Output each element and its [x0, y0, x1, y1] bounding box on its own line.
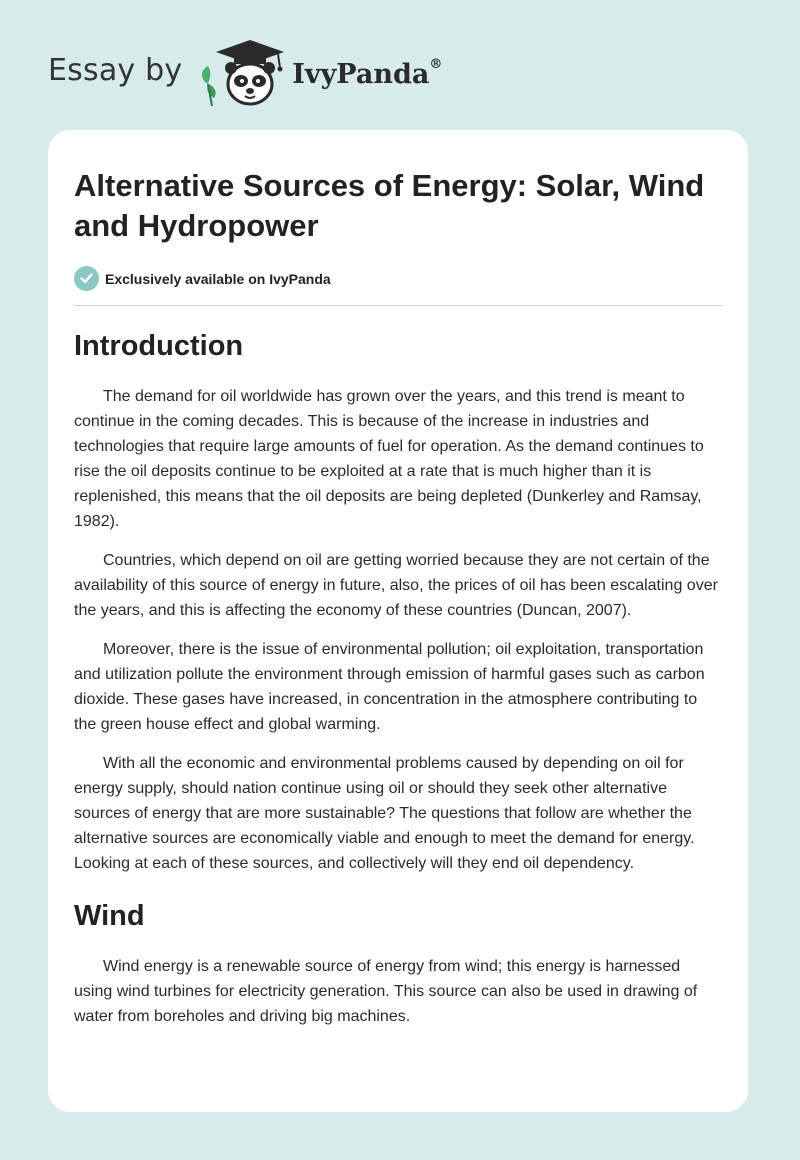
panda-graduate-icon[interactable] — [196, 36, 288, 108]
essay-title: Alternative Sources of Energy: Solar, Wind and Hydropower — [74, 168, 705, 243]
section-wind — [74, 898, 722, 1029]
divider — [74, 305, 722, 306]
essay-card — [48, 130, 748, 1112]
ivy-leaf-icon — [202, 66, 216, 106]
section-introduction — [74, 328, 722, 876]
paragraph: Moreover, there is the issue of environmental pollution; oil exploitation, transportation and utilization pollute the environment through emission of harmful gases such as carbon dioxide. These gases have increased, in concentration in the atmosphere contributing to the green house effect and global warming. — [74, 641, 705, 733]
check-icon — [74, 266, 99, 291]
brand-name[interactable]: IvyPanda® — [292, 56, 443, 90]
badge-label: Exclusively available on IvyPanda — [105, 270, 331, 287]
section-heading: Introduction — [74, 330, 244, 362]
paragraph: With all the economic and environmental problems caused by depending on oil for energy supply, should nation continue using oil or should they seek other alternative sources of energy that are more sustainable? The questions that follow are whether the alternative sources are economically viable and enough to meet the demand for energy. Looking at each of these sources, and collectively will they end oil dependency. — [74, 755, 695, 872]
exclusive-badge — [74, 266, 722, 291]
paragraph: Wind energy is a renewable source of energy from wind; this energy is harnessed using wind turbines for electricity generation. This source can also be used in drawing of water from boreholes and driving big machines. — [74, 958, 698, 1025]
paragraph: Countries, which depend on oil are getting worried because they are not certain of the availability of this source of energy in future, also, the prices of oil has been escalating over the years, and this is affecting the economy of these countries (Duncan, 2007). — [74, 552, 718, 619]
site-header — [48, 36, 442, 108]
paragraph: The demand for oil worldwide has grown over the years, and this trend is meant to continue in the coming decades. This is because of the increase in industries and technologies that require large amounts of fuel for operation. As the demand continues to rise the oil deposits continue to be exploited at a rate that is much higher than it is replenished, this means that the oil deposits are being depleted (Dunkerley and Ramsay, 1982). — [74, 388, 704, 530]
section-heading: Wind — [74, 900, 145, 932]
essay-by-label: Essay by — [48, 52, 183, 88]
